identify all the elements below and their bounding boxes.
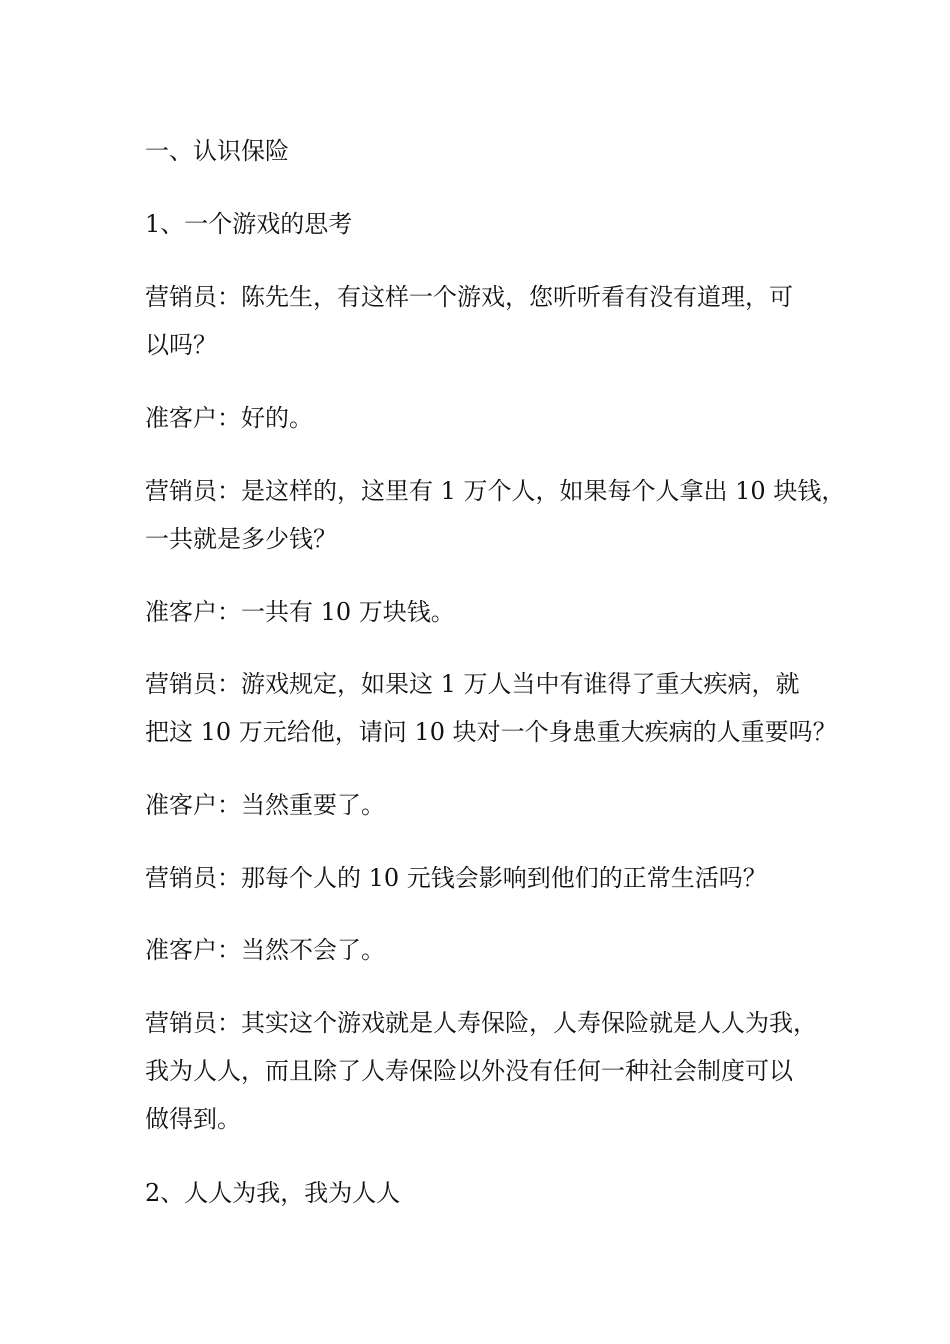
dialogue-paragraph — [145, 467, 846, 563]
heading-text: 一、认识保险 — [145, 137, 289, 165]
paragraph-line: 营销员：其实这个游戏就是人寿保险，人寿保险就是人人为我， — [145, 1009, 817, 1037]
paragraph-line: 准客户：一共有 10 万块钱。 — [145, 598, 455, 626]
dialogue-paragraph — [145, 394, 835, 442]
paragraph-line: 准客户：当然重要了。 — [145, 791, 385, 819]
dialogue-paragraph — [145, 273, 835, 369]
dialogue-paragraph — [145, 660, 835, 756]
paragraph-line: 一共就是多少钱？ — [145, 525, 337, 553]
paragraph-line: 把这 10 万元给他，请问 10 块对一个身患重大疾病的人重要吗？ — [145, 718, 837, 746]
paragraph-line: 做得到。 — [145, 1105, 241, 1133]
dialogue-paragraph — [145, 781, 835, 829]
dialogue-paragraph — [145, 999, 835, 1143]
paragraph-line: 营销员：那每个人的 10 元钱会影响到他们的正常生活吗？ — [145, 864, 767, 892]
dialogue-paragraph — [145, 854, 835, 902]
paragraph-line: 营销员：游戏规定，如果这 1 万人当中有谁得了重大疾病，就 — [145, 670, 800, 698]
section-1-title — [145, 200, 835, 248]
paragraph-line: 准客户：好的。 — [145, 404, 313, 432]
document-heading — [145, 127, 835, 175]
section-title-text: 2、人人为我，我为人人 — [145, 1179, 401, 1207]
section-title-text: 1、一个游戏的思考 — [145, 210, 353, 238]
paragraph-line: 营销员：是这样的，这里有 1 万个人，如果每个人拿出 10 块钱， — [145, 477, 846, 505]
paragraph-line: 准客户：当然不会了。 — [145, 936, 385, 964]
dialogue-paragraph — [145, 588, 835, 636]
section-2-title — [145, 1169, 835, 1217]
paragraph-line: 营销员：陈先生，有这样一个游戏，您听听看有没有道理，可 — [145, 283, 793, 311]
paragraph-line: 以吗？ — [145, 331, 217, 359]
paragraph-line: 我为人人，而且除了人寿保险以外没有任何一种社会制度可以 — [145, 1057, 793, 1085]
dialogue-paragraph — [145, 926, 835, 974]
